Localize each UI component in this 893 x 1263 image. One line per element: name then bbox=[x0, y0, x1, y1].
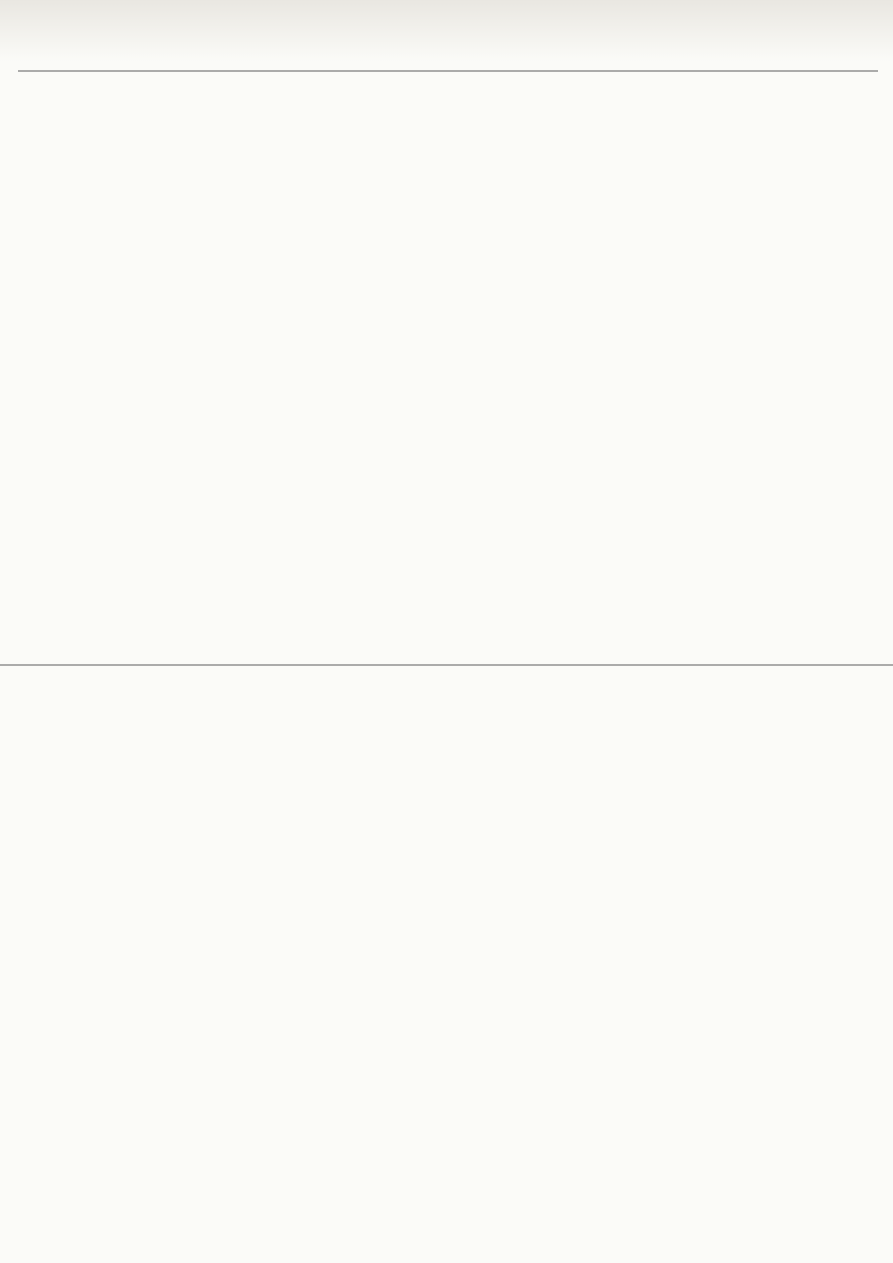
scan-edge-shading bbox=[0, 0, 893, 62]
top-crease-line bbox=[18, 70, 878, 72]
gutter-crease-line bbox=[0, 664, 893, 666]
right-page-area bbox=[30, 680, 870, 1220]
left-page-area bbox=[30, 90, 870, 650]
